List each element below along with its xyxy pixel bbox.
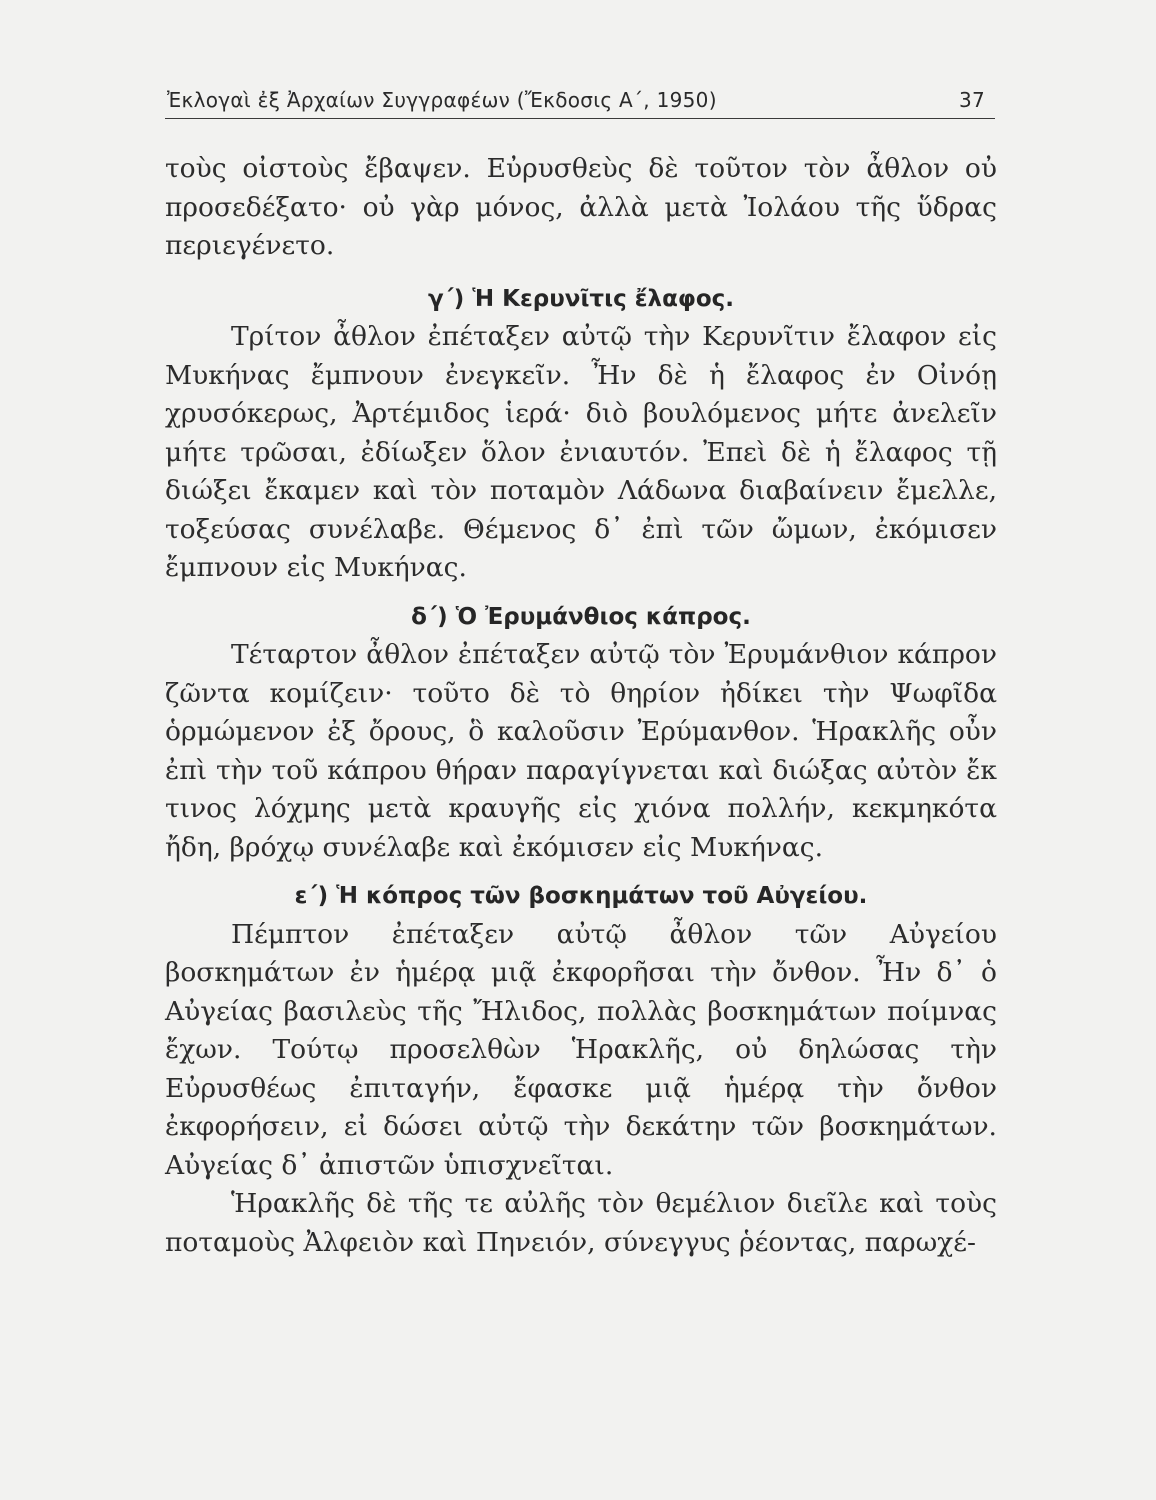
paragraph-section-d: Τέταρτον ἆθλον ἐπέταξεν αὐτῷ τὸν Ἐρυμάνθιον κάπρον ζῶντα κομίζειν· τοῦτο δὲ τὸ θηρίον ἠδίκει τὴν Ψωφῖδα ὁρμώμενον ἐξ ὄρους, ὃ καλοῦσιν Ἐρύμανθον. Ἡρακλῆς οὖν ἐπὶ τὴν τοῦ κάπρου θήραν παραγίγνεται καὶ διώξας αὐτὸν ἔκ τινος λόχμης μετὰ κραυγῆς εἰς χιόνα πολλήν, κεκμηκότα ἤδη, βρόχῳ συνέλαβε καὶ ἐκόμισεν εἰς Μυκήνας. — [165, 639, 997, 863]
paragraph-section-c: Τρίτον ἆθλον ἐπέταξεν αὐτῷ τὴν Κερυνῖτιν ἔλαφον εἰς Μυκήνας ἔμπνουν ἐνεγκεῖν. Ἦν δὲ ἡ ἔλαφος ἐν Οἰνόῃ χρυσόκερως, Ἀρτέμιδος ἱερά· διὸ βουλόμενος μήτε ἀνελεῖν μήτε τρῶσαι, ἐδίωξεν ὅλον ἐνιαυτόν. Ἐπεὶ δὲ ἡ ἔλαφος τῇ διώξει ἔκαμεν καὶ τὸν ποταμὸν Λάδωνα διαβαίνειν ἔμελλε, τοξεύσας συνέλαβε. Θέμενος δ᾽ ἐπὶ τῶν ὤμων, ἐκόμισεν ἔμπνουν εἰς Μυκήνας. — [165, 321, 997, 583]
running-title: Ἐκλογαὶ ἐξ Ἀρχαίων Συγγραφέων (Ἔκδοσις Α΄, 1950) — [167, 88, 717, 112]
section-heading-c: γ΄) Ἡ Κερυνῖτις ἔλαφος. — [427, 285, 735, 312]
paragraph-section-e: Πέμπτον ἐπέταξεν αὐτῷ ἆθλον τῶν Αὐγείου βοσκημάτων ἐν ἡμέρᾳ μιᾷ ἐκφορῆσαι τὴν ὄνθον. Ἦν δ᾽ ὁ Αὐγείας βασιλεὺς τῆς Ἤλιδος, πολλὰς βοσκημάτων ποίμνας ἔχων. Τούτῳ προσελθὼν Ἡρακλῆς, οὐ δηλώσας τὴν Εὐρυσθέως ἐπιταγήν, ἔφασκε μιᾷ ἡμέρᾳ τὴν ὄνθον ἐκφορήσειν, εἰ δώσει αὐτῷ τὴν δεκάτην τῶν βοσκημάτων. Αὐγείας δ᾽ ἀπιστῶν ὑπισχνεῖται. — [165, 918, 997, 1181]
paragraph-continuation: τοὺς οἰστοὺς ἔβαψεν. Εὐρυσθεὺς δὲ τοῦτον τὸν ἆθλον οὐ προσεδέξατο· οὐ γὰρ μόνος, ἀλλὰ μετὰ Ἰολάου τῆς ὕδρας περιεγένετο. — [165, 153, 997, 261]
page-number: 37 — [958, 88, 985, 112]
running-header — [165, 86, 995, 119]
section-heading-e: ε΄) Ἡ κόπρος τῶν βοσκημάτων τοῦ Αὐγείου. — [294, 883, 868, 909]
page-body — [165, 150, 997, 1262]
paragraph-section-e-2: Ἡρακλῆς δὲ τῆς τε αὐλῆς τὸν θεμέλιον διεῖλε καὶ τοὺς ποταμοὺς Ἀλφειὸν καὶ Πηνειόν, σύνεγγυς ῥέοντας, παρωχέ- — [165, 1188, 997, 1258]
section-heading-d: δ΄) Ὁ Ἐρυμάνθιος κάπρος. — [411, 603, 751, 630]
